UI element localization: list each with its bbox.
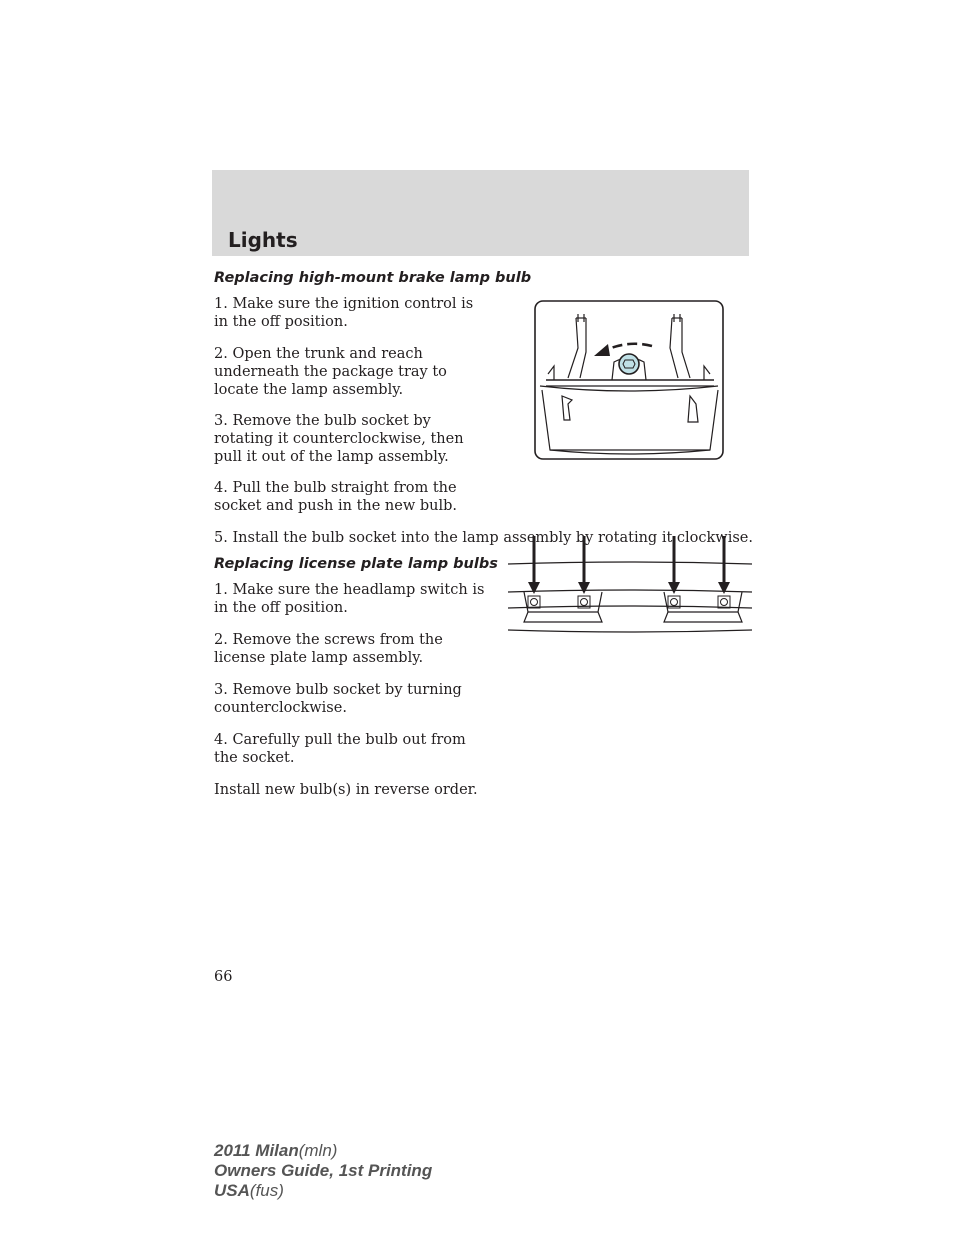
step-line: rotating it counterclockwise, then (214, 431, 464, 447)
section2-step-5 (214, 781, 504, 799)
section1-heading: Replacing high-mount brake lamp bulb (214, 270, 532, 286)
header-title: Lights (228, 228, 298, 252)
footer (214, 1141, 432, 1201)
step-line: 3. Remove the bulb socket by (214, 413, 431, 429)
section1-step-3 (214, 412, 504, 466)
step-line: 5. Install the bulb socket into the lamp assembly by rotating it clockwise. (214, 530, 753, 546)
footer-market: USA (214, 1181, 250, 1200)
step-line: in the off position. (214, 600, 348, 616)
section1-step-2 (214, 345, 504, 399)
step-line: locate the lamp assembly. (214, 382, 404, 398)
footer-line-3 (214, 1181, 432, 1201)
step-line: 4. Carefully pull the bulb out from (214, 732, 466, 748)
step-line: 2. Remove the screws from the (214, 632, 443, 648)
step-line: pull it out of the lamp assembly. (214, 449, 449, 465)
step-line: 2. Open the trunk and reach (214, 346, 423, 362)
section2-step-4 (214, 731, 504, 767)
footer-model-code: (mln) (298, 1141, 338, 1160)
step-line: 1. Make sure the ignition control is (214, 296, 474, 312)
step-line: counterclockwise. (214, 700, 347, 716)
section1-step-4 (214, 479, 504, 515)
step-line: license plate lamp assembly. (214, 650, 424, 666)
section2-step-3 (214, 681, 504, 717)
section1-step-1 (214, 295, 504, 331)
page-number: 66 (214, 969, 233, 985)
step-line: in the off position. (214, 314, 348, 330)
step-line: 4. Pull the bulb straight from the (214, 480, 457, 496)
step-line: 1. Make sure the headlamp switch is (214, 582, 485, 598)
header-band (212, 170, 749, 256)
license-plate-lamp-screws-diagram (508, 534, 752, 638)
footer-market-code: (fus) (249, 1181, 284, 1200)
footer-model: 2011 Milan (214, 1141, 299, 1160)
step-line: underneath the package tray to (214, 364, 447, 380)
brake-lamp-socket-rotation-diagram (534, 300, 724, 460)
step-line: 3. Remove bulb socket by turning (214, 682, 462, 698)
section2-step-2 (214, 631, 504, 667)
footer-line-1 (214, 1141, 432, 1161)
footer-line-2: Owners Guide, 1st Printing (214, 1161, 433, 1180)
section2-step-1 (214, 581, 504, 617)
step-line: the socket. (214, 750, 295, 766)
step-line: Install new bulb(s) in reverse order. (214, 782, 478, 798)
section2-heading: Replacing license plate lamp bulbs (214, 556, 498, 572)
step-line: socket and push in the new bulb. (214, 498, 458, 514)
